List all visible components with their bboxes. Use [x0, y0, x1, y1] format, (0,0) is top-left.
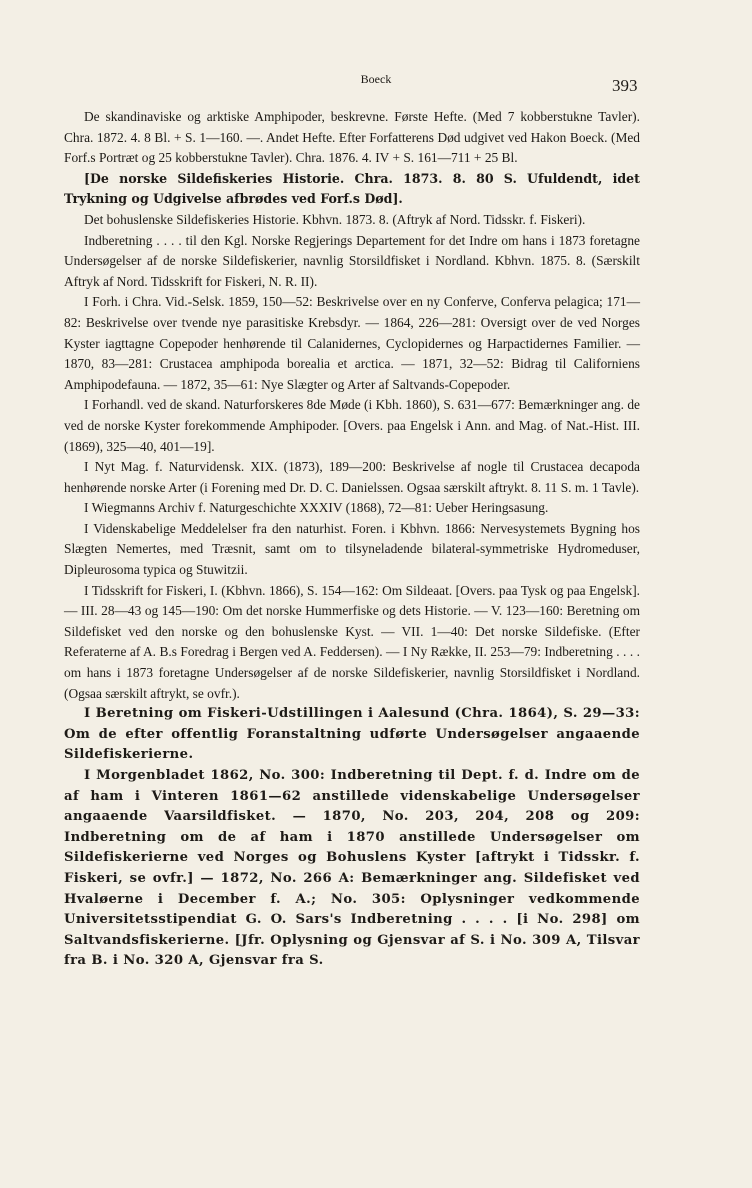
bibliography-text	[64, 107, 640, 972]
entry-videnskabelige-meddelelser: I Videnskabelige Meddelelser fra den naturhist. Foren. i Kbhvn. 1866: Nervesystemets Bygning hos Slægten Nemertes, med Træsnit, samt om to tilsyneladende bilateral-symmetriske Hydromeduser, Dipleurosoma typica og Stuwitzii.	[64, 520, 640, 578]
entry-morgenbladet: I Morgenbladet 1862, No. 300: Indberetning til Dept. f. d. Indre om de af ham i Vinteren 1861—62 anstillede videnskabelige Undersøgelser angaaende Vaarsildfisket. — 1870, No. 203, 204, 208 og 209: Indberetning om de af ham i 1870 anstillede Undersøgelser om Sildefiskerierne ved Norges og Bohuslens Kyster [aftrykt i Tidsskr. f. Fiskeri, se ovfr.] — 1872, No. 266 A: Bemærkninger ang. Sildefisket ved Hvaløerne i December f. A.; No. 305: Oplysninger vedkommende Universitetsstipendiat G. O. Sars's Indberetning . . . . [i No. 298] om Saltvandsfiskerierne. [Jfr. Oplysning og Gjensvar af S. i No. 309 A, Tilsvar fra B. i No. 320 A, Gjensvar fra S.	[64, 768, 640, 969]
entry-forhandl-naturforskeres: I Forhandl. ved de skand. Naturforskeres 8de Møde (i Kbh. 1860), S. 631—677: Bemærkninger ang. de ved de norske Kyster forekommende Amphipoder. [Overs. paa Engelsk i Ann. and Mag. of Nat.-Hist. III. (1869), 325—40, 401—19].	[64, 397, 640, 454]
page-number: 393	[612, 76, 638, 95]
entry-forh-vid-selsk: I Forh. i Chra. Vid.-Selsk. 1859, 150—52: Beskrivelse over en ny Conferve, Conferva pelagica; 171—82: Beskrivelse over tvende nye parasitiske Krebsdyr. — 1864, 226—281: Oversigt over de ved Norges Kyster iagttagne Copepoder henhørende til Calanidernes, Cyclopidernes og Harpactidernes Familier. — 1870, 83—281: Crustacea amphipoda borealia et arctica. — 1871, 32—52: Bidrag til Californiens Amphipodefauna. — 1872, 35—61: Nye Slægter og Arter af Saltvands-Copepoder.	[64, 294, 640, 392]
entry-tidsskrift-fiskeri: I Tidsskrift for Fiskeri, I. (Kbhvn. 1866), S. 154—162: Om Sildeaat. [Overs. paa Tysk og paa Engelsk]. — III. 28—43 og 145—190: Om det norske Hummerfiske og dets Historie. — V. 123—160: Beretning om Sildefisket ved den norske og den bohuslenske Kyst. — VII. 1—40: Det norske Sildefiske. (Efter Referaterne af A. B.s Foredrag i Bergen ved A. Feddersen). — I Ny Række, II. 253—79: Indberetning . . . . om hans i 1873 foretagne Undersøgelser af de norske Sildefiskerier, navnlig Storsildfisket i Nordland. (Ogsaa særskilt aftrykt, se ovfr.).	[64, 582, 640, 701]
entry-bohuslenske-sildefiskeries: Det bohuslenske Sildefiskeries Historie. Kbhvn. 1873. 8. (Aftryk af Nord. Tidsskr. f. Fiskeri).	[84, 211, 586, 227]
entry-sildefiskeries-historie: [De norske Sildefiskeries Historie. Chra. 1873. 8. 80 S. Ufuldendt, idet Trykning og Udgivelse afbrødes ved Forf.s Død].	[64, 170, 640, 207]
entry-fiskeri-udstillingen: I Beretning om Fiskeri-Udstillingen i Aalesund (Chra. 1864), S. 29—33: Om de efter offentlig Foranstaltning udførte Undersøgelser angaaende Sildefiskerierne.	[64, 706, 640, 763]
running-head: Boeck	[360, 72, 392, 86]
entry-nyt-mag: I Nyt Mag. f. Naturvidensk. XIX. (1873), 189—200: Beskrivelse af nogle til Crustacea decapoda henhørende norske Arter (i Forening med Dr. D. C. Danielssen. Ogsaa særskilt aftrykt. 8. 11 S. m. 1 Tavle).	[64, 459, 640, 495]
entry-indberetning: Indberetning . . . . til den Kgl. Norske Regjerings Departement for det Indre om hans i 1873 foretagne Undersøgelser af de norske Sildefiskerier, navnlig Storsildfisket i Nordland. Kbhvn. 1875. 8. (Særskilt Aftryk af Nord. Tidsskrift for Fiskeri, N. R. II).	[64, 232, 640, 289]
entry-wiegmanns-archiv: I Wiegmanns Archiv f. Naturgeschichte XXXIV (1868), 72—81: Ueber Heringsasung.	[84, 500, 549, 516]
entry-amphipoder: De skandinaviske og arktiske Amphipoder, beskrevne. Første Hefte. (Med 7 kobberstukne Tavler). Chra. 1872. 4. 8 Bl. + S. 1—160. —. Andet Hefte. Efter Forfatterens Død udgivet ved Hakon Boeck. (Med Forf.s Portræt og 25 kobberstukne Tavler). Chra. 1876. 4. IV + S. 161—711 + 25 Bl.	[64, 109, 640, 166]
